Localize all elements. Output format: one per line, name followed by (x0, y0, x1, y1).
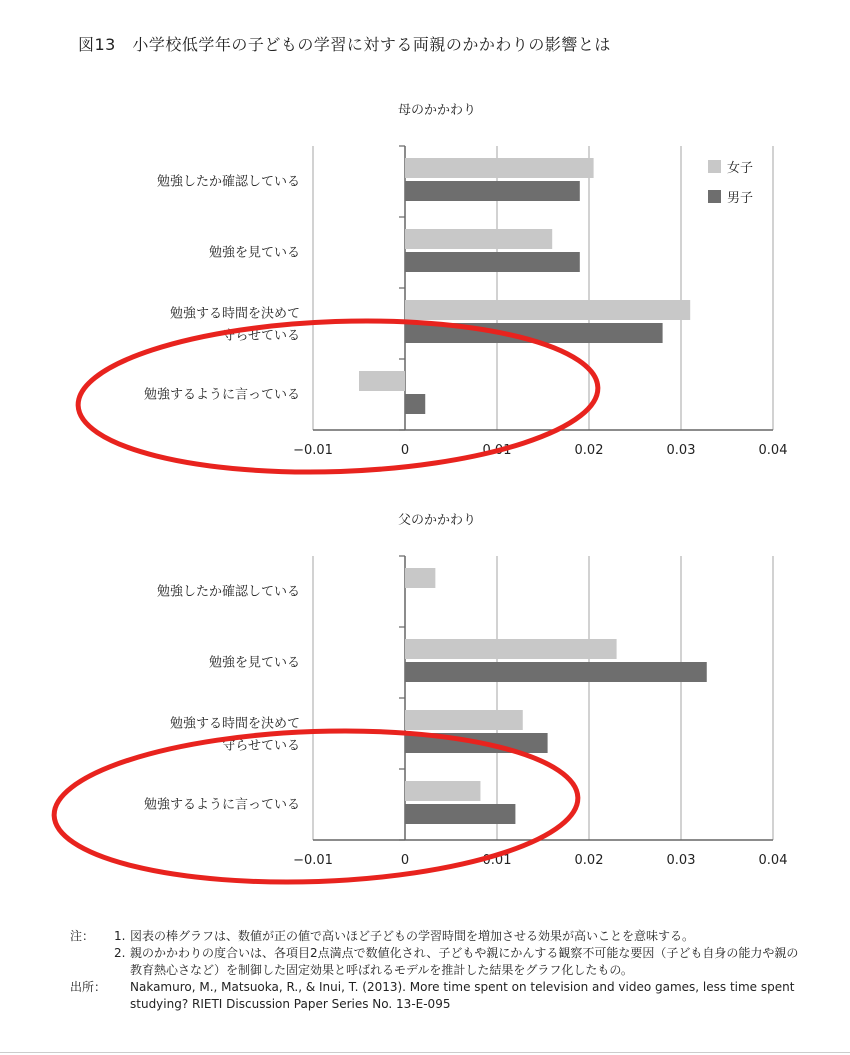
bar-boy (405, 181, 580, 201)
legend-swatch (708, 190, 721, 203)
bar-girl (405, 229, 552, 249)
notes-prefix: 注： (70, 929, 95, 943)
category-label: 勉強するように言っている (143, 387, 300, 403)
bar-girl (405, 300, 690, 320)
chart-title: 母のかかわり (397, 103, 477, 118)
source-text: Nakamuro, M., Matsuoka, R., & Inui, T. (2013). More time spent on television and video games, less time spent studying? RIETI Discussion Paper Series No. 13-E-095 (130, 980, 795, 1011)
category-label: 勉強する時間を決めて (169, 306, 300, 322)
x-tick-label: −0.01 (293, 853, 333, 868)
x-tick-label: 0.01 (482, 443, 512, 458)
x-tick-label: 0.01 (482, 853, 512, 868)
category-label: 守らせている (222, 328, 300, 344)
note-number: 1. (114, 929, 126, 943)
source-prefix: 出所： (70, 980, 107, 994)
category-label: 勉強したか確認している (156, 174, 300, 190)
bar-girl (405, 639, 617, 659)
bar-boy (405, 804, 515, 824)
figure-notes (70, 928, 810, 1013)
x-tick-label: 0.02 (574, 443, 604, 458)
x-tick-label: 0.03 (666, 443, 696, 458)
bar-boy (405, 662, 707, 682)
x-tick-label: 0.03 (666, 853, 696, 868)
note-row-1 (70, 928, 810, 945)
bar-boy (405, 252, 580, 272)
page-divider (0, 1052, 850, 1053)
note-number: 2. (114, 946, 126, 960)
category-label: 勉強する時間を決めて (169, 716, 300, 732)
category-label: 勉強を見ている (208, 245, 300, 261)
father-chart (0, 500, 850, 890)
legend-label: 男子 (727, 191, 754, 206)
x-tick-label: 0.02 (574, 853, 604, 868)
note-text: 親のかかわりの度合いは、各項目2点満点で数値化され、子どもや親にかんする観察不可能な要因（子ども自身の能力や親の教育熱心さなど）を制御した固定効果と呼ばれるモデルを推計した結果をグラフ化したもの。 (130, 946, 799, 977)
x-tick-label: 0.04 (758, 443, 788, 458)
category-label: 守らせている (222, 738, 300, 754)
bar-girl (405, 710, 523, 730)
bar-girl (405, 781, 480, 801)
legend-label: 女子 (727, 161, 754, 176)
source-row (70, 979, 810, 1013)
x-tick-label: 0 (400, 443, 410, 458)
x-tick-label: 0 (400, 853, 410, 868)
x-tick-label: 0.04 (758, 853, 788, 868)
note-text: 図表の棒グラフは、数値が正の値で高いほど子どもの学習時間を増加させる効果が高いことを意味する。 (130, 929, 695, 943)
category-label: 勉強したか確認している (156, 584, 300, 600)
figure-title: 図13 小学校低学年の子どもの学習に対する両親のかかわりの影響とは (78, 35, 611, 54)
mother-chart (0, 90, 850, 480)
chart-title: 父のかかわり (397, 513, 477, 528)
bar-girl (359, 371, 405, 391)
bar-girl (405, 158, 594, 178)
category-label: 勉強するように言っている (143, 797, 300, 813)
legend-swatch (708, 160, 721, 173)
bar-girl (405, 568, 435, 588)
x-tick-label: −0.01 (293, 443, 333, 458)
note-row-2 (70, 945, 810, 979)
bar-boy (405, 394, 425, 414)
category-label: 勉強を見ている (208, 655, 300, 671)
